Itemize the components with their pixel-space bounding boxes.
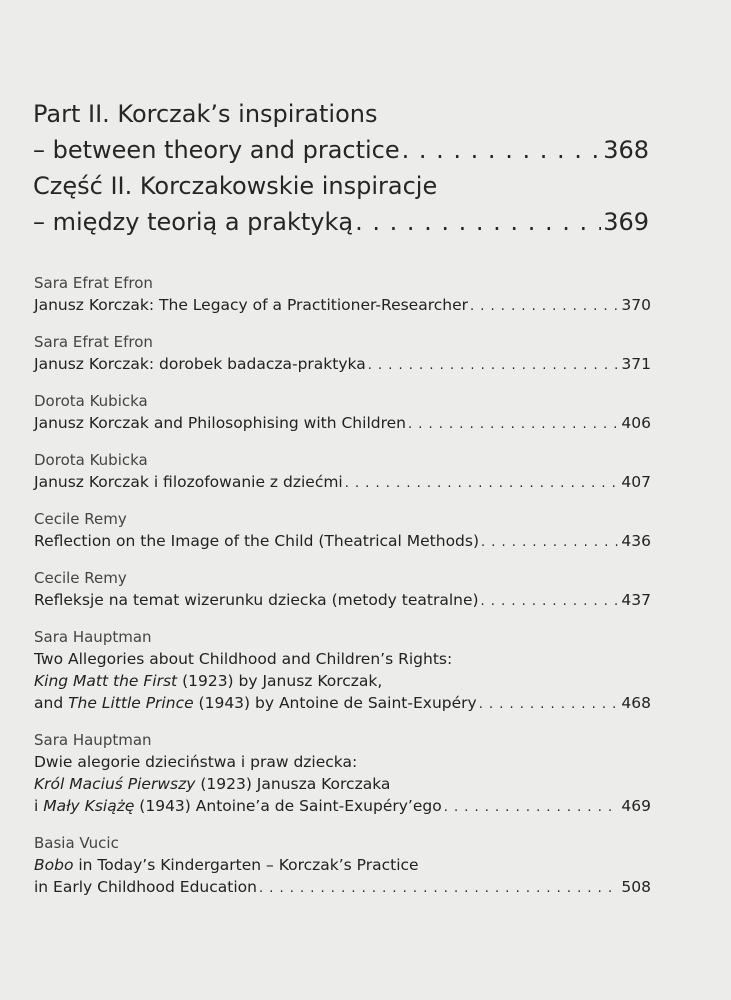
page-number: 406 — [621, 414, 651, 432]
leader-dots — [444, 797, 620, 819]
leader-dots — [479, 694, 620, 716]
entry-title: Janusz Korczak and Philosophising with Children — [34, 414, 406, 432]
entry-title: Refleksje na temat wizerunku dziecka (metody teatralne) — [34, 591, 479, 609]
entry-title-line2: King Matt the First (1923) by Janusz Korczak, — [34, 672, 383, 690]
toc-entry — [34, 449, 651, 495]
entry-author: Cecile Remy — [34, 510, 127, 528]
page-number: 437 — [621, 591, 651, 609]
entry-title: Janusz Korczak: dorobek badacza-praktyka — [34, 355, 366, 373]
entry-author: Basia Vucic — [34, 834, 119, 852]
entry-title-line1: Bobo in Today’s Kindergarten – Korczak’s Practice — [34, 856, 419, 874]
entry-author: Sara Hauptman — [34, 731, 152, 749]
entry-title-line3: i Mały Książę (1943) Antoine’a de Saint-Exupéry’ego . . . 469 — [34, 795, 651, 819]
entry-title-line2: in Early Childhood Education . . . 508 — [34, 876, 651, 900]
part-heading — [33, 96, 649, 240]
page-number: 371 — [621, 355, 651, 373]
toc-entry — [34, 567, 651, 613]
page-number: 368 — [603, 136, 649, 164]
leader-dots — [402, 132, 602, 168]
toc-entries — [34, 272, 651, 913]
part-title-en-line2: – between theory and practice . . . 368 — [33, 132, 649, 168]
leader-dots — [355, 204, 601, 240]
page-number: 407 — [621, 473, 651, 491]
entry-author: Cecile Remy — [34, 569, 127, 587]
entry-title-line1: Dwie alegorie dzieciństwa i praw dziecka: — [34, 753, 358, 771]
toc-entry — [34, 626, 651, 716]
entry-title: Janusz Korczak: The Legacy of a Practitioner-Researcher — [34, 296, 469, 314]
leader-dots — [470, 296, 619, 318]
leader-dots — [481, 591, 620, 613]
toc-entry — [34, 832, 651, 900]
toc-entry — [34, 508, 651, 554]
leader-dots — [259, 878, 619, 900]
toc-entry — [34, 331, 651, 377]
entry-title: Reflection on the Image of the Child (Theatrical Methods) — [34, 532, 480, 550]
entry-title-line1: Two Allegories about Childhood and Children’s Rights: — [34, 650, 453, 668]
leader-dots — [481, 532, 619, 554]
entry-author: Dorota Kubicka — [34, 392, 148, 410]
entry-author: Sara Efrat Efron — [34, 333, 153, 351]
leader-dots — [408, 414, 619, 436]
part-title-en-line1: Part II. Korczak’s inspirations — [33, 100, 378, 128]
entry-author: Sara Hauptman — [34, 628, 152, 646]
part-title-pl-line1: Część II. Korczakowskie inspiracje — [33, 172, 438, 200]
page-number: 508 — [621, 878, 651, 896]
entry-title-line3: and The Little Prince (1943) by Antoine de Saint-Exupéry . . . 468 — [34, 692, 651, 716]
page-number: 369 — [603, 208, 649, 236]
toc-entry — [34, 729, 651, 819]
entry-author: Sara Efrat Efron — [34, 274, 153, 292]
page-number: 436 — [621, 532, 651, 550]
page-number: 469 — [621, 797, 651, 815]
entry-title: Janusz Korczak i filozofowanie z dziećmi — [34, 473, 343, 491]
entry-author: Dorota Kubicka — [34, 451, 148, 469]
toc-entry — [34, 390, 651, 436]
leader-dots — [345, 473, 620, 495]
part-title-pl-line2: – między teorią a praktyką . . . 369 — [33, 204, 649, 240]
leader-dots — [368, 355, 620, 377]
toc-entry — [34, 272, 651, 318]
page-number: 370 — [621, 296, 651, 314]
entry-title-line2: Król Maciuś Pierwszy (1923) Janusza Korczaka — [34, 775, 391, 793]
page-number: 468 — [621, 694, 651, 712]
